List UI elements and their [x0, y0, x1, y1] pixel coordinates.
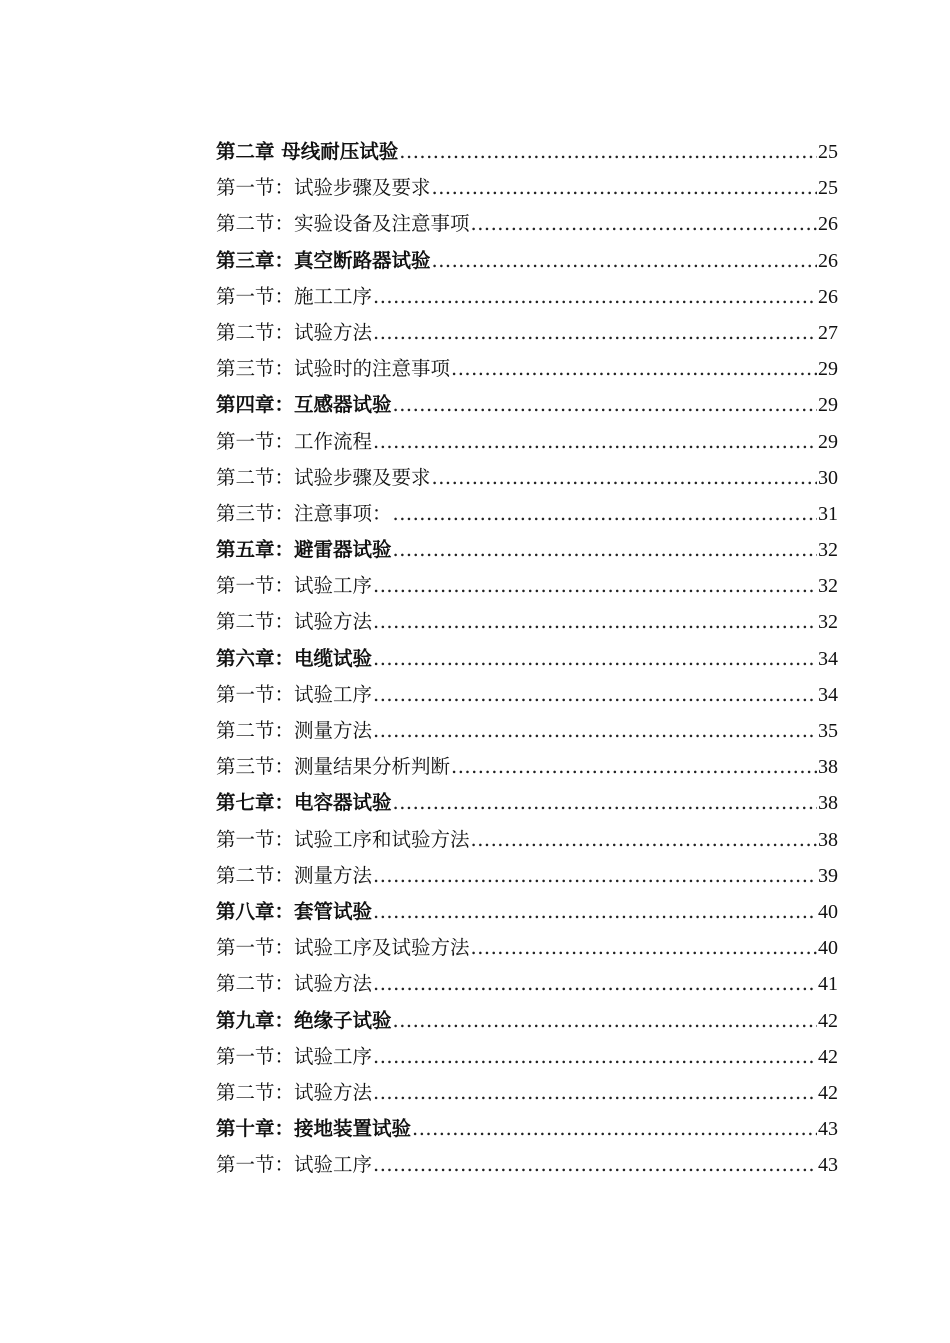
toc-entry-chapter[interactable] — [216, 894, 838, 930]
toc-page-number: 32 — [818, 611, 838, 634]
toc-entry-title: 第二节：试验方法 — [216, 972, 373, 996]
toc-dot-leader — [373, 604, 817, 640]
toc-page-number: 42 — [818, 1045, 838, 1068]
toc-page-number: 40 — [818, 900, 838, 923]
toc-dot-leader — [393, 785, 817, 821]
toc-page-number: 38 — [818, 792, 838, 815]
toc-entry-chapter[interactable] — [216, 532, 838, 568]
toc-entry-section[interactable] — [216, 749, 838, 785]
toc-entry-title: 第二节：测量方法 — [216, 719, 373, 742]
toc-entry-title: 第一节：试验工序 — [216, 1153, 373, 1177]
toc-entry-chapter[interactable] — [216, 785, 838, 821]
toc-entry-section[interactable] — [216, 568, 838, 604]
toc-page-number: 42 — [818, 1081, 838, 1104]
toc-entry-section[interactable] — [216, 460, 838, 496]
toc-dot-leader — [373, 568, 817, 604]
toc-entry-section[interactable] — [216, 170, 838, 206]
toc-dot-leader — [432, 460, 817, 496]
toc-dot-leader — [373, 424, 817, 460]
toc-dot-leader — [393, 496, 817, 532]
toc-dot-leader — [373, 1147, 817, 1183]
toc-entry-section[interactable] — [216, 206, 838, 242]
toc-page-number: 39 — [818, 864, 838, 887]
toc-entry-title: 第一节：试验工序及试验方法 — [216, 936, 470, 960]
toc-entry-title: 第十章：接地装置试验 — [216, 1117, 412, 1141]
toc-page-number: 35 — [818, 720, 838, 742]
toc-dot-leader — [373, 894, 817, 930]
toc-page-number: 29 — [818, 358, 838, 381]
toc-entry-title: 第二章 母线耐压试验 — [216, 140, 399, 163]
toc-entry-title: 第七章：电容器试验 — [216, 791, 392, 815]
toc-page-number: 26 — [818, 285, 838, 308]
toc-entry-section[interactable] — [216, 315, 838, 351]
toc-page-number: 38 — [818, 828, 838, 851]
toc-entry-title: 第二节：试验方法 — [216, 320, 373, 344]
toc-dot-leader — [432, 243, 817, 279]
toc-entry-title: 第二节：试验方法 — [216, 1080, 373, 1104]
toc-entry-section[interactable] — [216, 424, 838, 460]
toc-entry-section[interactable] — [216, 351, 838, 387]
toc-page-number: 32 — [818, 575, 838, 598]
toc-dot-leader — [373, 677, 817, 713]
toc-dot-leader — [393, 387, 817, 423]
toc-page-number: 25 — [818, 141, 838, 163]
toc-page-number: 30 — [818, 466, 838, 489]
toc-dot-leader — [399, 134, 817, 170]
toc-entry-title: 第一节：工作流程 — [216, 429, 373, 453]
toc-dot-leader — [373, 641, 817, 677]
toc-page-number: 43 — [818, 1154, 838, 1177]
toc-entry-title: 第二节：试验步骤及要求 — [216, 465, 431, 489]
toc-dot-leader — [471, 822, 817, 858]
toc-entry-section[interactable] — [216, 822, 838, 858]
toc-entry-title: 第三章：真空断路器试验 — [216, 248, 431, 272]
toc-page-number: 43 — [818, 1118, 838, 1141]
toc-page-number: 31 — [818, 502, 838, 525]
toc-page-number: 41 — [818, 973, 838, 996]
toc-entry-section[interactable] — [216, 279, 838, 315]
toc-entry-title: 第四章：互感器试验 — [216, 393, 392, 417]
toc-entry-title: 第一节：试验工序 — [216, 1044, 373, 1068]
toc-entry-section[interactable] — [216, 966, 838, 1002]
toc-entry-title: 第三节：注意事项： — [216, 501, 392, 525]
toc-entry-title: 第九章：绝缘子试验 — [216, 1008, 392, 1032]
toc-entry-chapter[interactable] — [216, 1003, 838, 1039]
toc-entry-title: 第五章：避雷器试验 — [216, 538, 392, 562]
toc-entry-chapter[interactable] — [216, 641, 838, 677]
toc-page-number: 34 — [818, 683, 838, 706]
toc-entry-title: 第三节：测量结果分析判断 — [216, 755, 451, 779]
toc-entry-section[interactable] — [216, 930, 838, 966]
toc-entry-section[interactable] — [216, 1039, 838, 1075]
toc-dot-leader — [373, 315, 817, 351]
toc-dot-leader — [451, 749, 817, 785]
toc-page-number: 32 — [818, 539, 838, 562]
toc-entry-title: 第二节：实验设备及注意事项 — [216, 212, 470, 236]
toc-entry-section[interactable] — [216, 604, 838, 640]
toc-entry-title: 第八章：套管试验 — [216, 899, 373, 923]
toc-entry-section[interactable] — [216, 1147, 838, 1183]
toc-dot-leader — [373, 966, 817, 1002]
toc-page-number: 26 — [818, 213, 838, 236]
toc-entry-title: 第六章：电缆试验 — [216, 646, 373, 670]
toc-entry-section[interactable] — [216, 1075, 838, 1111]
toc-entry-title: 第一节：试验工序 — [216, 574, 373, 598]
toc-page-number: 29 — [818, 430, 838, 453]
toc-dot-leader — [471, 206, 817, 242]
toc-entry-title: 第一节：施工工序 — [216, 284, 373, 308]
toc-page-number: 26 — [818, 249, 838, 272]
toc-entry-title: 第一节：试验工序 — [216, 682, 373, 706]
toc-entry-chapter[interactable] — [216, 1111, 838, 1147]
toc-dot-leader — [373, 1039, 817, 1075]
toc-entry-section[interactable] — [216, 858, 838, 894]
toc-dot-leader — [373, 713, 817, 749]
toc-entry-chapter[interactable] — [216, 243, 838, 279]
toc-dot-leader — [432, 170, 817, 206]
toc-page-number: 29 — [818, 394, 838, 417]
toc-entry-title: 第三节：试验时的注意事项 — [216, 357, 451, 381]
toc-entry-chapter[interactable] — [216, 387, 838, 423]
toc-entry-title: 第二节：测量方法 — [216, 863, 373, 887]
toc-dot-leader — [393, 532, 817, 568]
toc-dot-leader — [451, 351, 817, 387]
toc-page-number: 42 — [818, 1009, 838, 1032]
toc-dot-leader — [373, 1075, 817, 1111]
table-of-contents — [216, 134, 838, 1183]
toc-entry-title: 第二节：试验方法 — [216, 610, 373, 634]
toc-entry-chapter[interactable] — [216, 134, 838, 170]
toc-page-number: 25 — [818, 177, 838, 200]
toc-dot-leader — [412, 1111, 817, 1147]
toc-entry-section[interactable] — [216, 677, 838, 713]
toc-dot-leader — [373, 279, 817, 315]
toc-dot-leader — [393, 1003, 817, 1039]
toc-entry-title: 第一节：试验步骤及要求 — [216, 176, 431, 200]
toc-dot-leader — [471, 930, 817, 966]
toc-page-number: 40 — [818, 937, 838, 960]
toc-entry-section[interactable] — [216, 496, 838, 532]
toc-entry-section[interactable] — [216, 713, 838, 749]
toc-page-number: 38 — [818, 756, 838, 779]
toc-dot-leader — [373, 858, 817, 894]
toc-page-number: 27 — [818, 321, 838, 344]
toc-page-number: 34 — [818, 647, 838, 670]
toc-entry-title: 第一节：试验工序和试验方法 — [216, 827, 470, 851]
